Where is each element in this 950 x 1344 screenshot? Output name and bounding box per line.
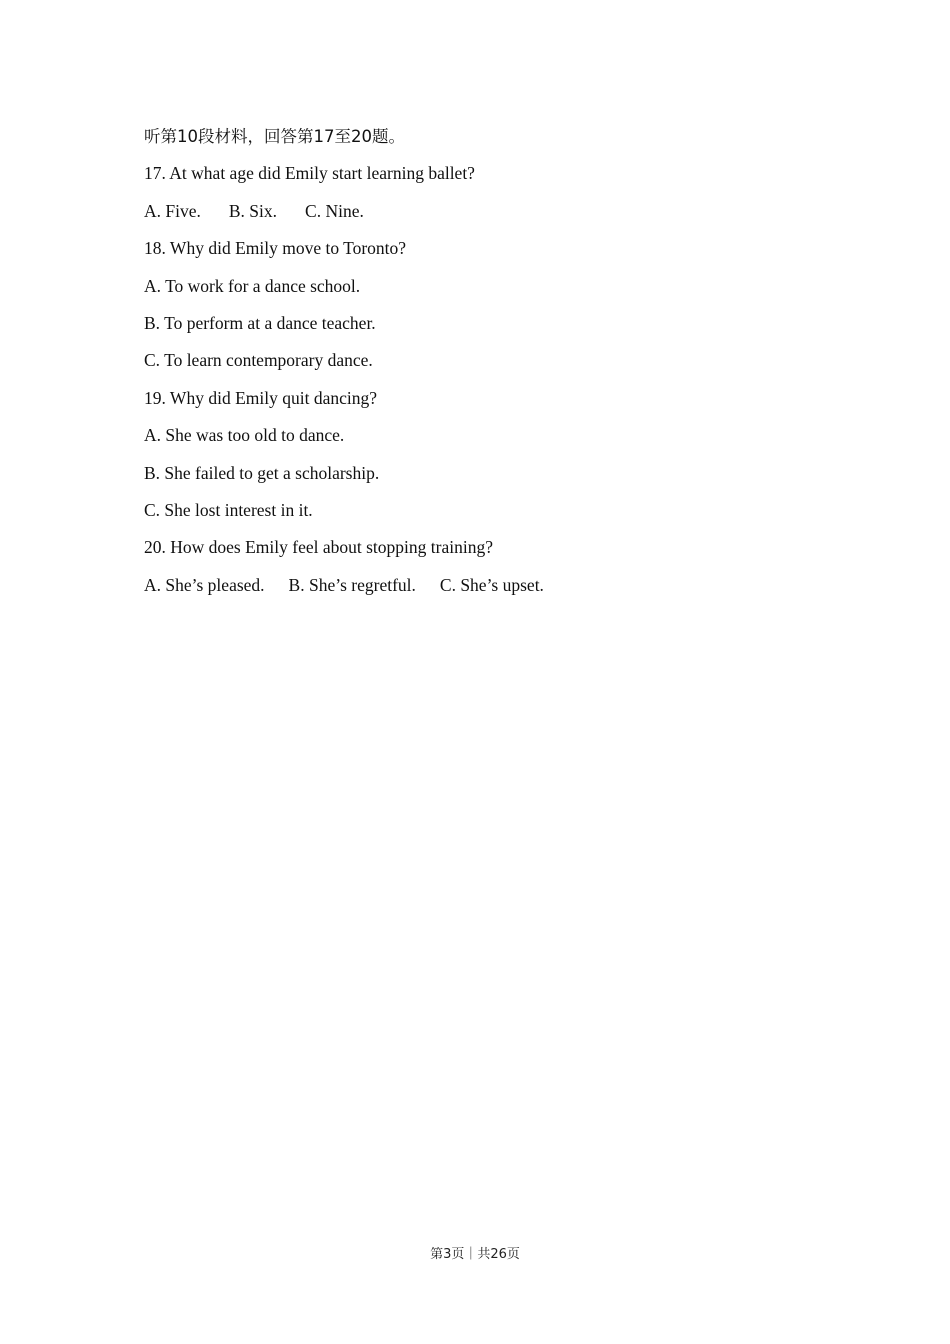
question-17-stem: 17. At what age did Emily start learning ballet? [144, 163, 475, 184]
question-17-option-b: B. Six. [228, 200, 278, 221]
question-17-option-c: C. Nine. [305, 200, 364, 221]
question-19-option-b: B. She failed to get a scholarship. [144, 462, 380, 483]
question-20-option-c: C. She’s upset. [439, 574, 544, 595]
question-20-option-a: A. She’s pleased. [144, 574, 265, 595]
question-17-option-a: A. Five. [144, 200, 201, 221]
question-18-option-a: A. To work for a dance school. [144, 275, 361, 296]
question-20-options [144, 567, 844, 604]
question-20-stem: 20. How does Emily feel about stopping training? [144, 537, 493, 558]
question-19-option-c: C. She lost interest in it. [144, 499, 313, 520]
question-19-option-a: A. She was too old to dance. [144, 425, 345, 446]
page-footer: 第3页｜共26页 [430, 1247, 520, 1262]
question-17-options [144, 193, 844, 230]
question-18-option-c: C. To learn contemporary dance. [144, 350, 373, 371]
question-19-stem: 19. Why did Emily quit dancing? [144, 387, 377, 408]
question-section [144, 118, 844, 604]
question-18-option-b: B. To perform at a dance teacher. [144, 312, 376, 333]
question-18-stem: 18. Why did Emily move to Toronto? [144, 238, 407, 259]
question-20-option-b: B. She’s regretful. [288, 574, 416, 595]
section-heading: 听第10段材料，回答第17至20题。 [144, 127, 405, 146]
